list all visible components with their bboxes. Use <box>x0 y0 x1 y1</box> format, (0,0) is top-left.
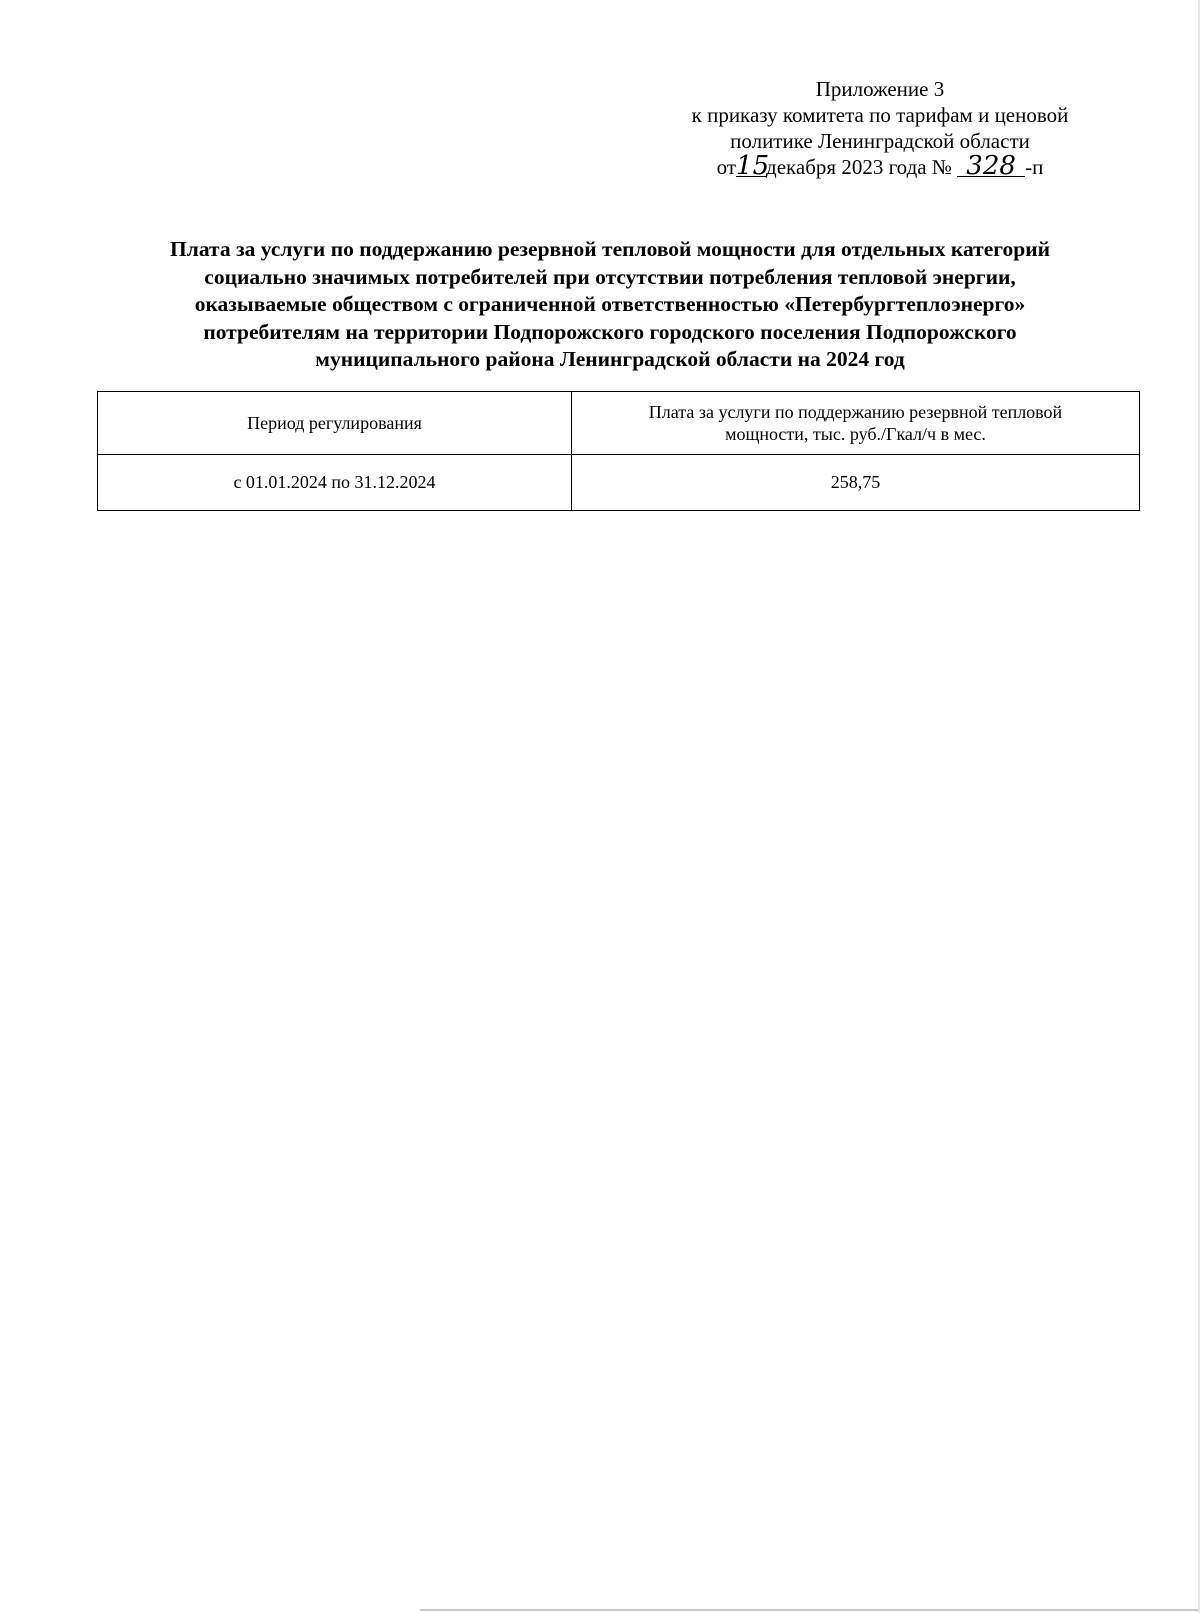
title-line: оказываемые обществом с ограниченной ответственностью «Петербургтеплоэнерго» <box>194 292 1026 316</box>
appendix-authority: политике Ленинградской области <box>730 129 1030 153</box>
appendix-date-line <box>640 151 1120 181</box>
appendix-number: Приложение 3 <box>815 77 945 101</box>
cell-period: с 01.01.2024 по 31.12.2024 <box>98 455 572 511</box>
cell-fee: 258,75 <box>572 455 1140 511</box>
date-middle: декабря 2023 года № <box>766 155 952 179</box>
table-header-row <box>98 392 1140 455</box>
table-row <box>98 455 1140 511</box>
title-line: Плата за услуги по поддержанию резервной тепловой мощности для отдельных категорий <box>170 237 1050 261</box>
title-line: потребителям на территории Подпорожского городского поселения Подпорожского <box>203 319 1017 344</box>
order-suffix: -п <box>1025 155 1044 179</box>
tariff-table <box>97 391 1140 511</box>
header-fee <box>572 392 1140 455</box>
appendix-order-ref: к приказу комитета по тарифам и ценовой <box>691 103 1069 127</box>
title-line: муниципального района Ленинградской области на 2024 год <box>315 347 905 371</box>
title-line: социально значимых потребителей при отсутствии потребления тепловой энергии, <box>204 264 1016 289</box>
date-prefix: от <box>716 155 737 179</box>
header-period: Период регулирования <box>98 392 572 455</box>
appendix-header <box>640 76 1120 180</box>
handwritten-day: 15 <box>736 151 770 181</box>
scan-bottom-edge <box>420 1609 1200 1611</box>
handwritten-order-number: 328 <box>957 156 1025 177</box>
header-fee-line: Плата за услуги по поддержанию резервной тепловой <box>648 402 1063 422</box>
document-title <box>100 236 1120 374</box>
header-fee-line: мощности, тыс. руб./Гкал/ч в мес. <box>725 424 986 444</box>
